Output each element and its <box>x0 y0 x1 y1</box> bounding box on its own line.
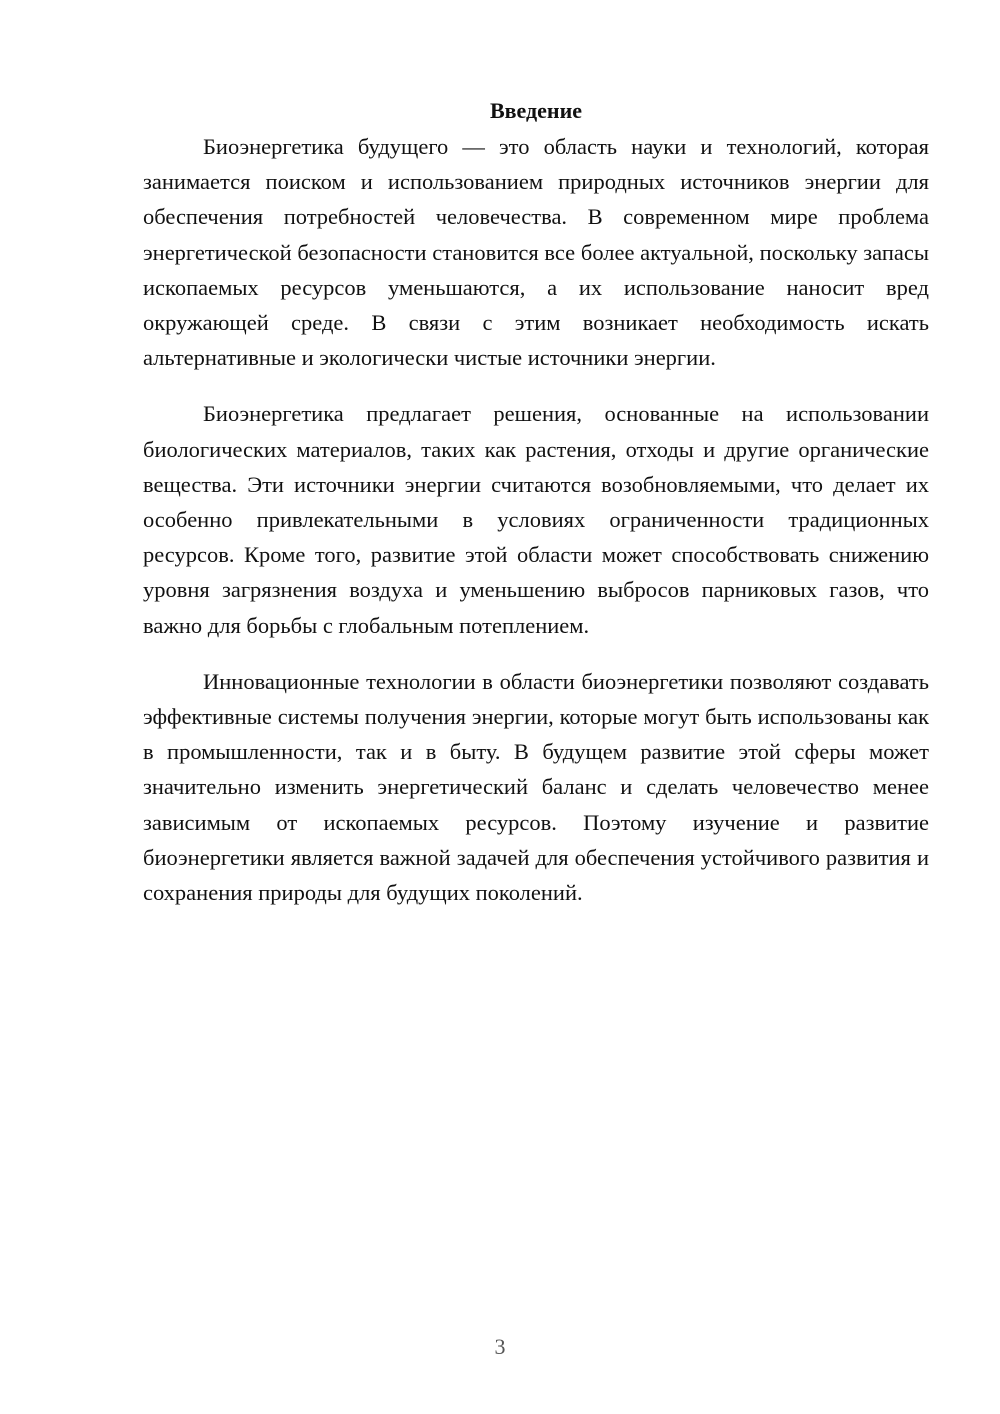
paragraph-2: Биоэнергетика предлагает решения, основанные на использовании биологических материалов, таких как растения, отходы и другие органические вещества. Эти источники энергии считаются возобновляемыми, что делает их особенно привлекательными в условиях ограниченности традиционных ресурсов. Кроме того, развитие этой области может способствовать снижению уровня загрязнения воздуха и уменьшению выбросов парниковых газов, что важно для борьбы с глобальным потеплением. <box>143 401 929 638</box>
section-title: Введение <box>489 98 583 123</box>
page-content <box>143 92 929 910</box>
paragraph-1: Биоэнергетика будущего — это область науки и технологий, которая занимается поиском и использованием природных источников энергии для обеспечения потребностей человечества. В современном мире проблема энергетической безопасности становится все более актуальной, поскольку запасы ископаемых ресурсов уменьшаются, а их использование наносит вред окружающей среде. В связи с этим возникает необходимость искать альтернативные и экологически чистые источники энергии. <box>143 134 929 371</box>
page-number: 3 <box>494 1334 506 1359</box>
paragraph-3: Инновационные технологии в области биоэнергетики позволяют создавать эффективные системы получения энергии, которые могут быть использованы как в промышленности, так и в быту. В будущем развитие этой сферы может значительно изменить энергетический баланс и сделать человечество менее зависимым от ископаемых ресурсов. Поэтому изучение и развитие биоэнергетики является важной задачей для обеспечения устойчивого развития и сохранения природы для будущих поколений. <box>143 668 929 906</box>
